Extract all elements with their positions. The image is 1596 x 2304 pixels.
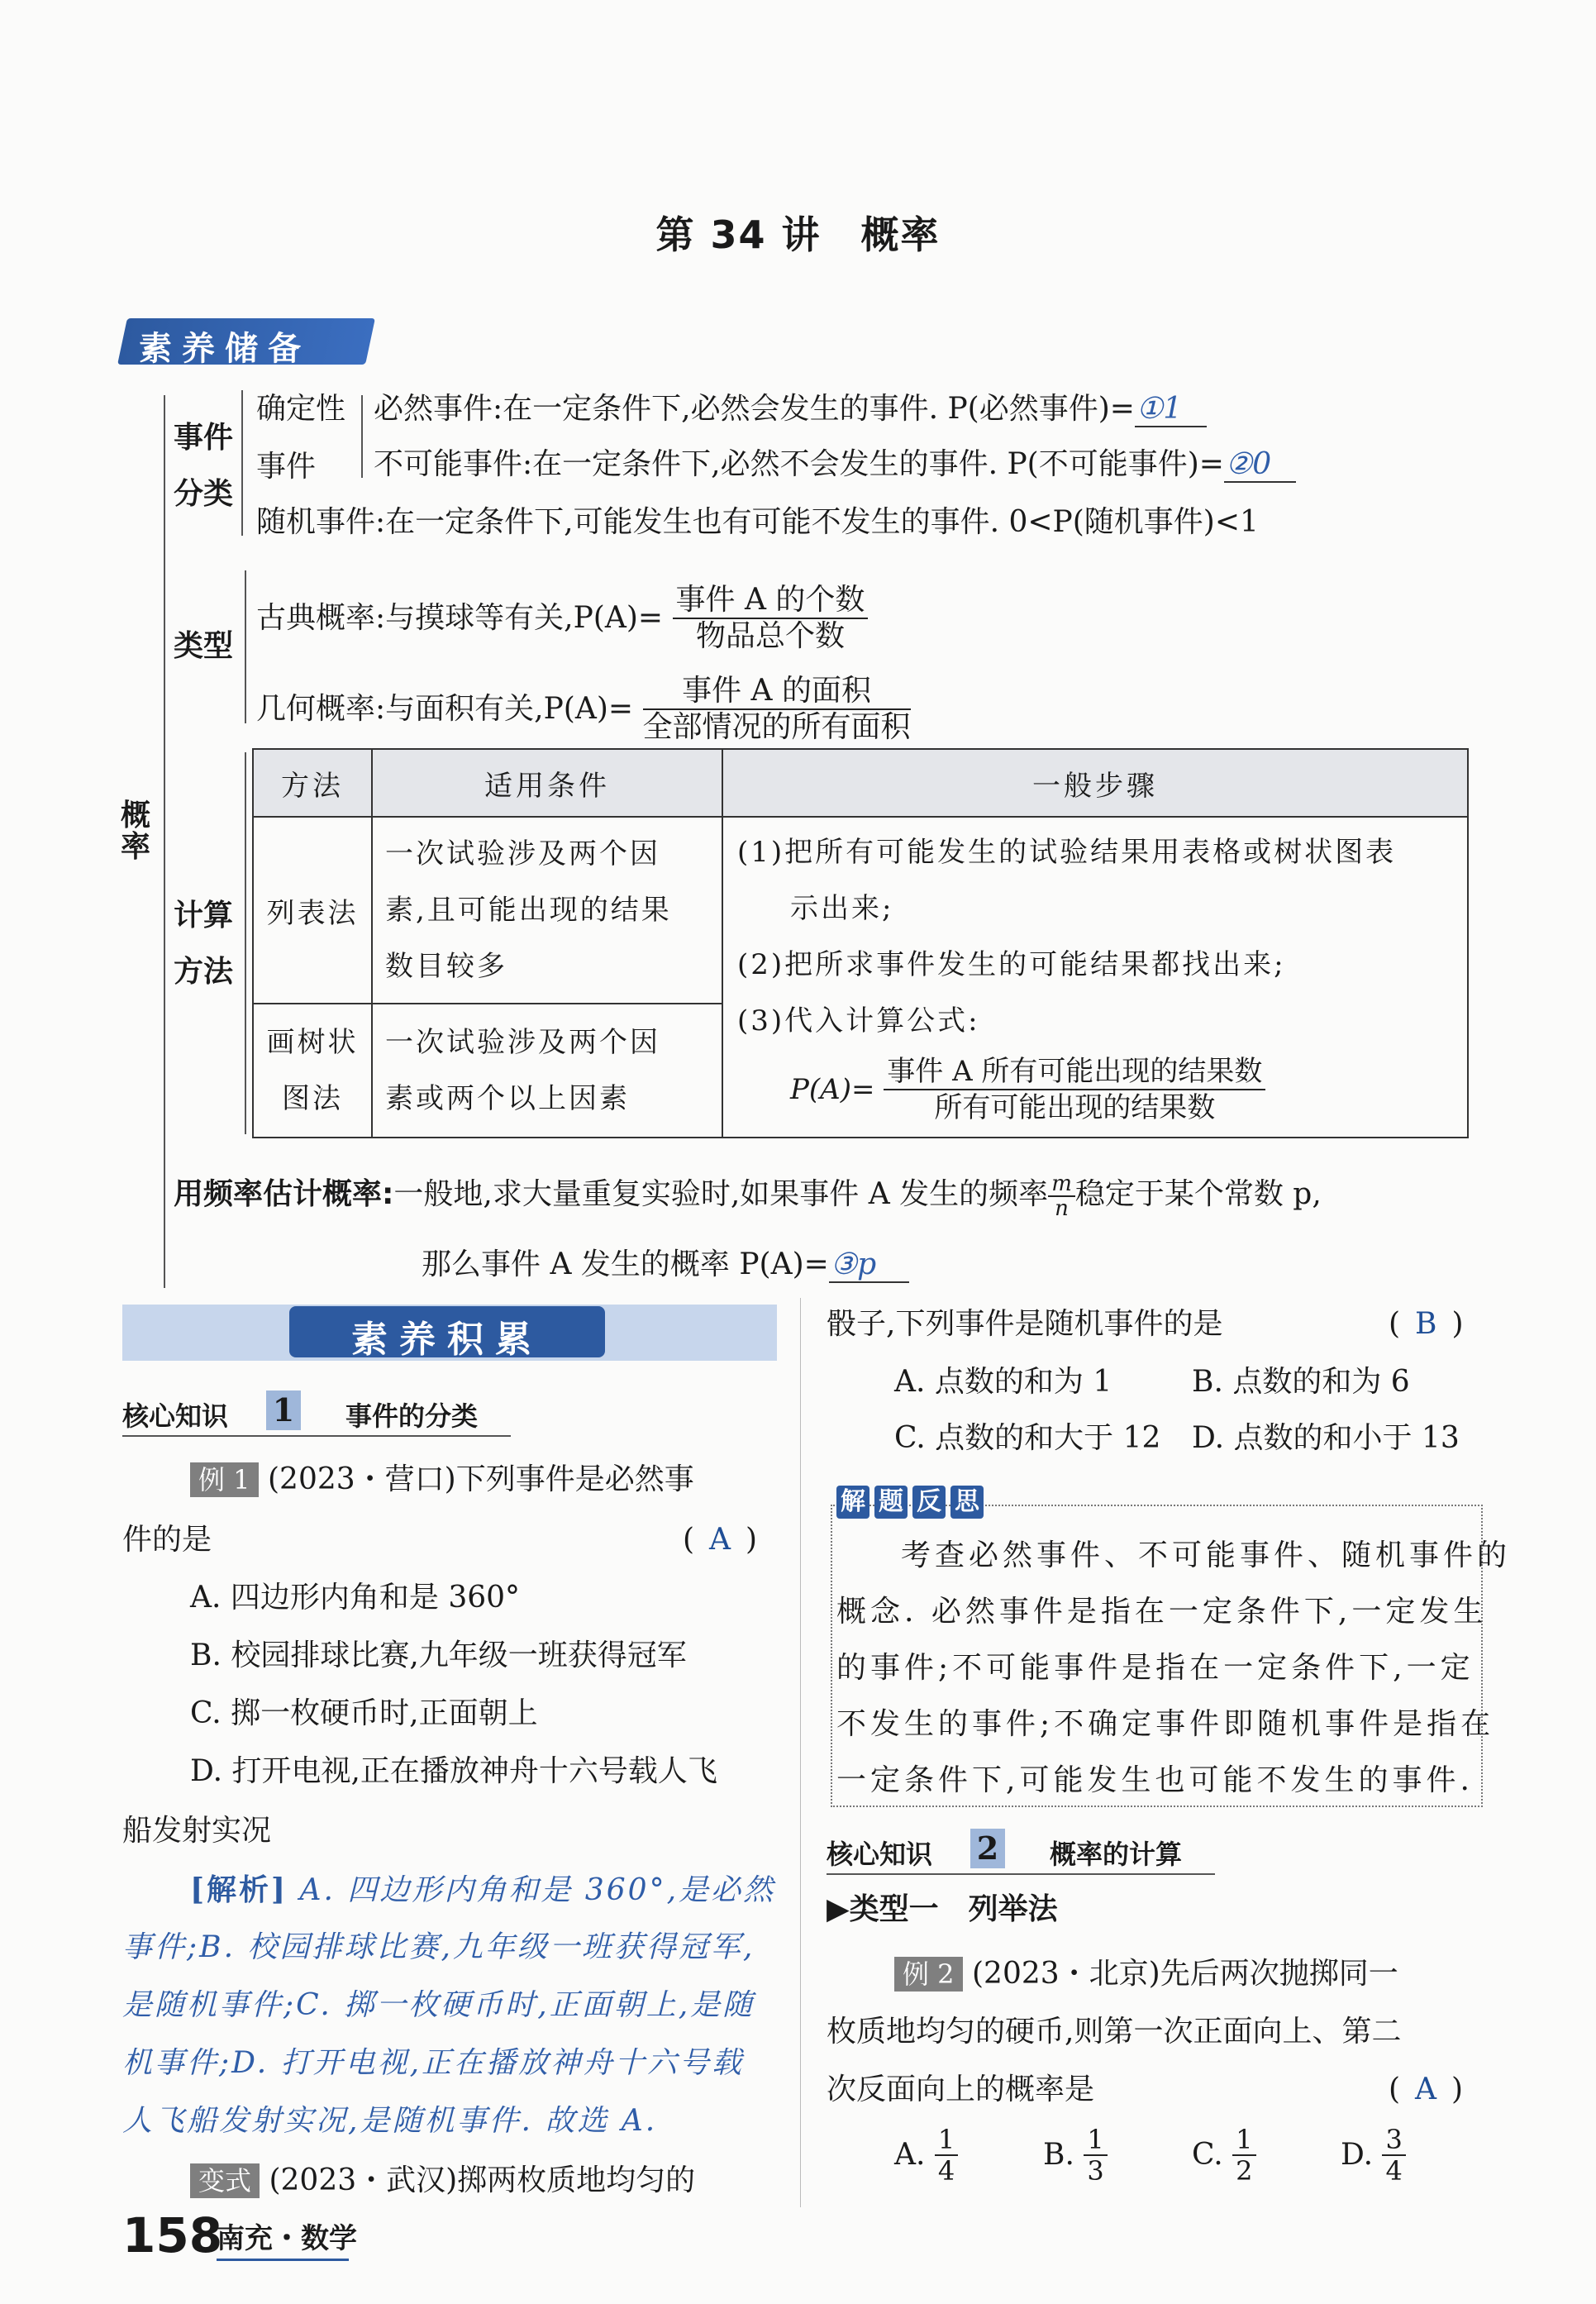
ex1-option-a: A. 四边形内角和是 360° xyxy=(190,1581,521,1615)
column-divider xyxy=(800,1298,801,2207)
ex1-answer-bracket: ( A ) xyxy=(683,1523,758,1557)
calc-label2: 方法 xyxy=(174,955,234,989)
tree-main-bracket xyxy=(164,395,165,1288)
analysis-line: 人飞船发射实况,是随机事件. 故选 A. xyxy=(122,2104,658,2138)
types-label: 类型 xyxy=(174,629,234,663)
var1-option-a: A. 点数的和为 1 xyxy=(894,1365,1112,1399)
classical-num: 事件 A 的个数 xyxy=(673,583,869,619)
footer-underline xyxy=(217,2259,349,2261)
var1-stem-line2: 骰子,下列事件是随机事件的是 xyxy=(827,1307,1223,1341)
page-number: 158 xyxy=(122,2207,223,2263)
step-line: (2)把所求事件发生的可能结果都找出来; xyxy=(737,948,1286,981)
row2-cond-line: 一次试验涉及两个因 xyxy=(385,1026,660,1059)
ex1-option-c: C. 掷一枚硬币时,正面朝上 xyxy=(190,1696,538,1730)
calc-methods-table xyxy=(252,748,1469,1138)
reflect-line: 考查必然事件、不可能事件、随机事件的 xyxy=(901,1538,1512,1572)
table-header-row xyxy=(253,749,1468,817)
ex2-option-a: A. $\frac{1}{4}$ xyxy=(894,2125,958,2186)
page-title: 第 34 讲 概率 xyxy=(655,212,941,257)
kn2-number: 2 xyxy=(970,1829,1005,1868)
classical-den: 物品总个数 xyxy=(695,619,845,653)
row2-method: 画树状 xyxy=(266,1026,359,1059)
step-formula: P(A)= $\frac{\text{事件 A 所有可能出现的结果数}}{\text{所有可能出现的结果数}}$ xyxy=(724,1054,1466,1125)
table-row xyxy=(253,817,1468,1004)
certain-bracket xyxy=(361,395,363,478)
section-title-accumulate: 素养积累 xyxy=(351,1319,543,1361)
geometric-prob: 几何概率:与面积有关,P(A)= $\frac{\text{事件 A 的面积}}{\text{全部情况的所有面积}}$ xyxy=(256,674,911,744)
analysis-tag: [解析] xyxy=(190,1872,288,1907)
row1-cond-line: 一次试验涉及两个因 xyxy=(385,837,660,871)
type1-heading: ▶类型一 列举法 xyxy=(827,1892,1058,1926)
ex1-stem-line1: 例 1 (2023・营口)下列事件是必然事 xyxy=(190,1463,694,1496)
row1-method: 列表法 xyxy=(253,817,372,1004)
ex2-stem-line1: 例 2 (2023・北京)先后两次抛掷同一 xyxy=(894,1958,1398,1991)
random-event-text: 随机事件:在一定条件下,可能发生也有可能不发生的事件. 0<P(随机事件)<1 xyxy=(256,505,1259,539)
ex2-answer-bracket: ( A ) xyxy=(1389,2073,1464,2106)
step-line: (1)把所有可能发生的试验结果用表格或树状图表 xyxy=(737,836,1397,869)
kn2-heading xyxy=(827,1829,1215,1875)
ex1-option-d-cont: 船发射实况 xyxy=(122,1814,272,1848)
row1-cond-line: 素,且可能出现的结果 xyxy=(385,894,672,927)
step-line: 示出来; xyxy=(790,892,894,925)
kn1-label: 核心知识 xyxy=(122,1400,229,1432)
reflect-line: 概念. 必然事件是指在一定条件下,一定发生 xyxy=(836,1595,1488,1629)
calc-bracket xyxy=(245,752,246,1134)
geometric-den: 全部情况的所有面积 xyxy=(642,710,911,744)
ex2-option-c: C. $\frac{1}{2}$ xyxy=(1192,2125,1256,2186)
certain-label: 确定性 xyxy=(256,392,346,426)
var1-stem-line1: 变式 (2023・武汉)掷两枚质地均匀的 xyxy=(190,2164,695,2197)
freq-line1: 用频率估计概率:一般地,求大量重复实验时,如果事件 A 发生的频率 $\frac{m}{n}$ 稳定于某个常数 p, xyxy=(174,1171,1322,1221)
kn1-title: 事件的分类 xyxy=(345,1400,479,1432)
ex1-option-d: D. 打开电视,正在播放神舟十六号载人飞 xyxy=(190,1754,717,1788)
tree-root-label: 概率 xyxy=(121,799,151,864)
var1-option-d: D. 点数的和小于 13 xyxy=(1192,1421,1460,1455)
section-title-storage: 素养储备 xyxy=(139,330,311,368)
var1-option-b: B. 点数的和为 6 xyxy=(1192,1365,1410,1399)
kn2-label: 核心知识 xyxy=(827,1839,933,1870)
event-class-bracket xyxy=(241,390,243,536)
types-bracket xyxy=(245,570,246,723)
formula-num: 事件 A 所有可能出现的结果数 xyxy=(884,1054,1265,1090)
ex1-option-b: B. 校园排球比赛,九年级一班获得冠军 xyxy=(190,1639,687,1672)
row2-method: 图法 xyxy=(282,1082,343,1115)
book-name: 南充・数学 xyxy=(217,2222,357,2255)
col-condition: 适用条件 xyxy=(372,749,722,817)
reflect-line: 一定条件下,可能发生也可能不发生的事件. xyxy=(836,1763,1474,1797)
freq-line2: 那么事件 A 发生的概率 P(A)=③p xyxy=(422,1248,909,1281)
geometric-num: 事件 A 的面积 xyxy=(643,674,911,710)
reflect-line: 不发生的事件;不确定事件即随机事件是指在 xyxy=(836,1707,1495,1741)
analysis-line: 是随机事件;C. 掷一枚硬币时,正面朝上,是随 xyxy=(122,1988,755,2022)
kn1-number: 1 xyxy=(266,1391,301,1430)
classical-prob: 古典概率:与摸球等有关,P(A)= $\frac{\text{事件 A 的个数}}{\text{物品总个数}}$ xyxy=(256,583,868,654)
kn2-title: 概率的计算 xyxy=(1050,1839,1183,1870)
certain-label2: 事件 xyxy=(256,450,317,484)
ex2-tag: 例 2 xyxy=(894,1957,963,1992)
formula-den: 所有可能出现的结果数 xyxy=(934,1091,1216,1124)
analysis-line: 机事件;D. 打开电视,正在播放神舟十六号载 xyxy=(122,2046,745,2080)
reflection-tag: 解 题 反 思 xyxy=(836,1486,984,1519)
step-line: (3)代入计算公式: xyxy=(737,1004,980,1038)
calc-label1: 计算 xyxy=(174,899,234,933)
analysis-line: 事件;B. 校园排球比赛,九年级一班获得冠军, xyxy=(122,1930,755,1964)
ex1-tag: 例 1 xyxy=(190,1462,259,1497)
kn1-heading xyxy=(122,1391,511,1437)
col-method: 方法 xyxy=(253,749,372,817)
var1-tag: 变式 xyxy=(190,2163,260,2198)
reflect-line: 的事件;不可能事件是指在一定条件下,一定 xyxy=(836,1651,1475,1685)
var1-option-c: C. 点数的和大于 12 xyxy=(894,1421,1161,1455)
ex2-option-d: D. $\frac{3}{4}$ xyxy=(1341,2125,1406,2186)
ex2-option-b: B. $\frac{1}{3}$ xyxy=(1043,2125,1108,2186)
var1-answer-bracket: ( B ) xyxy=(1389,1307,1464,1341)
event-class-label2: 分类 xyxy=(174,477,234,511)
ex1-stem-line2: 件的是 xyxy=(122,1523,212,1557)
row2-cond-line: 素或两个以上因素 xyxy=(385,1082,630,1115)
col-steps: 一般步骤 xyxy=(722,749,1468,817)
analysis-line1: [解析] A. 四边形内角和是 360°,是必然 xyxy=(190,1872,776,1907)
impossible-event-text: 不可能事件:在一定条件下,必然不会发生的事件. P(不可能事件)=②0 xyxy=(374,448,1296,481)
ex2-stem-line2: 枚质地均匀的硬币,则第一次正面向上、第二 xyxy=(827,2015,1402,2049)
ex2-stem-line3: 次反面向上的概率是 xyxy=(827,2073,1095,2106)
row1-cond-line: 数目较多 xyxy=(385,950,507,983)
certain-event-text: 必然事件:在一定条件下,必然会发生的事件. P(必然事件)=①1 xyxy=(374,393,1207,426)
event-class-label1: 事件 xyxy=(174,421,234,455)
